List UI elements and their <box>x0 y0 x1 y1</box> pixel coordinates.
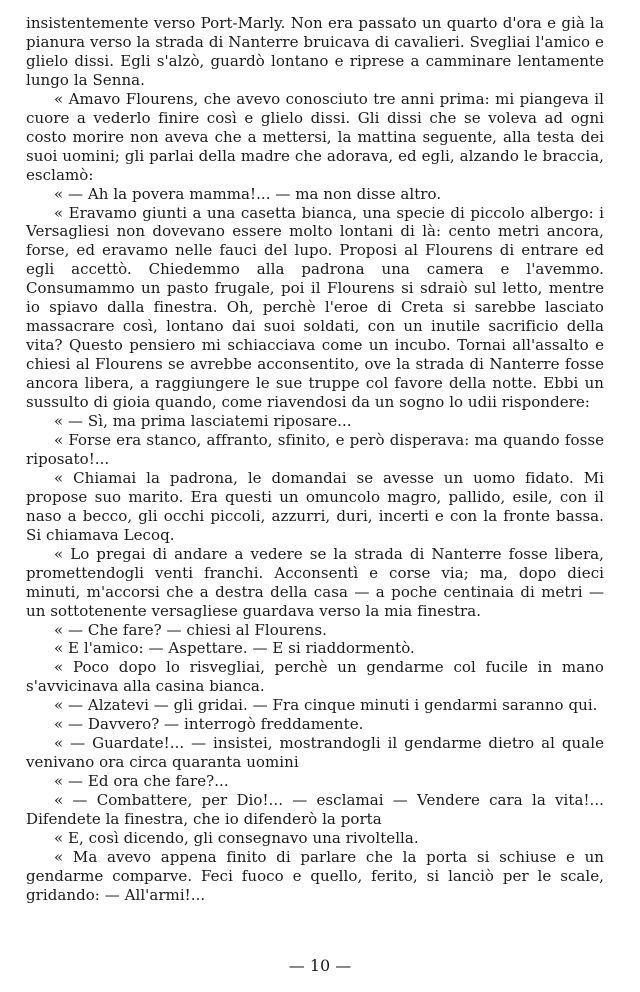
paragraph: « — Sì, ma prima lasciatemi riposare... <box>54 412 352 431</box>
paragraph: « E l'amico: — Aspettare. — E si riaddormentò. <box>54 639 415 658</box>
paragraph: « — Che fare? — chiesi al Flourens. <box>54 620 327 639</box>
page-number: — 10 — <box>288 956 352 975</box>
paragraph: « E, così dicendo, gli consegnavo una rivoltella. <box>54 828 419 847</box>
paragraph: « Eravamo giunti a una casetta bianca, una specie di piccolo albergo: i Versagliesi non dovevano essere molto lontani di là: cento metri ancora, forse, ed eravamo nelle fauci del lupo. Proposi al Flourens di entrare ed egli accettò. Chiedemmo alla padrona una camera e l'avemmo. Consumammo un pasto frugale, poi il Flourens si sdraiò sul letto, mentre io spiavo dalla finestra. Oh, perchè l'eroe di Creta si sarebbe lasciato massacrare così, lontano dai suoi soldati, con un inutile sacrificio della vita? Questo pensiero mi schiacciava come un incubo. Tornai all'assalto e chiesi al Flourens se avrebbe acconsentito, ove la strada di Nanterre fosse ancora libera, a raggiungere le sue truppe col favore della notte. Ebbi un sussulto di gioia quando, come riavendosi da un sogno lo udii rispondere: <box>26 203 604 412</box>
paragraph: insistentemente verso Port-Marly. Non era passato un quarto d'ora e già la pianura verso la strada di Nanterre bruicava di cavalieri. Svegliai l'amico e glielo dissi. Egli s'alzò, guardò lontano e riprese a camminare lentamente lungo la Senna. <box>26 14 604 89</box>
paragraph: « — Davvero? — interrogò freddamente. <box>54 715 364 734</box>
paragraph: « — Alzatevi — gli gridai. — Fra cinque minuti i gendarmi saranno qui. <box>54 696 598 715</box>
paragraph: « Forse era stanco, affranto, sfinito, e però disperava: ma quando fosse riposato!... <box>26 430 604 468</box>
paragraph: « Amavo Flourens, che avevo conosciuto tre anni prima: mi piangeva il cuore a vederlo finire così e glielo dissi. Gli dissi che se voleva ad ogni costo morire non aveva che a mettersi, la mattina seguente, alla testa dei suoi uomini; gli parlai della madre che adorava, ed egli, alzando le braccia, esclamò: <box>26 89 604 184</box>
paragraph: « Ma avevo appena finito di parlare che la porta si schiuse e un gendarme comparve. Feci fuoco e quello, ferito, si lanciò per le scale, gridando: — All'armi!... <box>26 847 604 904</box>
paragraph: « Lo pregai di andare a vedere se la strada di Nanterre fosse libera, promettendogli venti franchi. Acconsentì e corse via; ma, dopo dieci minuti, m'accorsi che a destra della casa — a poche centinaia di metri — un sottotenente versagliese guardava verso la mia finestra. <box>26 544 604 620</box>
body-text <box>26 14 604 905</box>
paragraph: « — Ed ora che fare?... <box>54 772 229 791</box>
paragraph: « Poco dopo lo risvegliai, perchè un gendarme col fucile in mano s'avvicinava alla casina bianca. <box>26 658 604 696</box>
paragraph: « — Ah la povera mamma!... — ma non disse altro. <box>54 184 442 203</box>
paragraph: « Chiamai la padrona, le domandai se avesse un uomo fidato. Mi propose suo marito. Era questi un omuncolo magro, pallido, esile, con il naso a becco, gli occhi piccoli, azzurri, duri, incerti e con la fronte bassa. Si chiamava Lecoq. <box>26 468 604 544</box>
paragraph: « — Combattere, per Dio!... — esclamai — Vendere cara la vita!... Difendete la finestra, che io difenderò la porta <box>26 791 604 829</box>
paragraph: « — Guardate!... — insistei, mostrandogli il gendarme dietro al quale venivano ora circa quaranta uomini <box>26 734 604 772</box>
